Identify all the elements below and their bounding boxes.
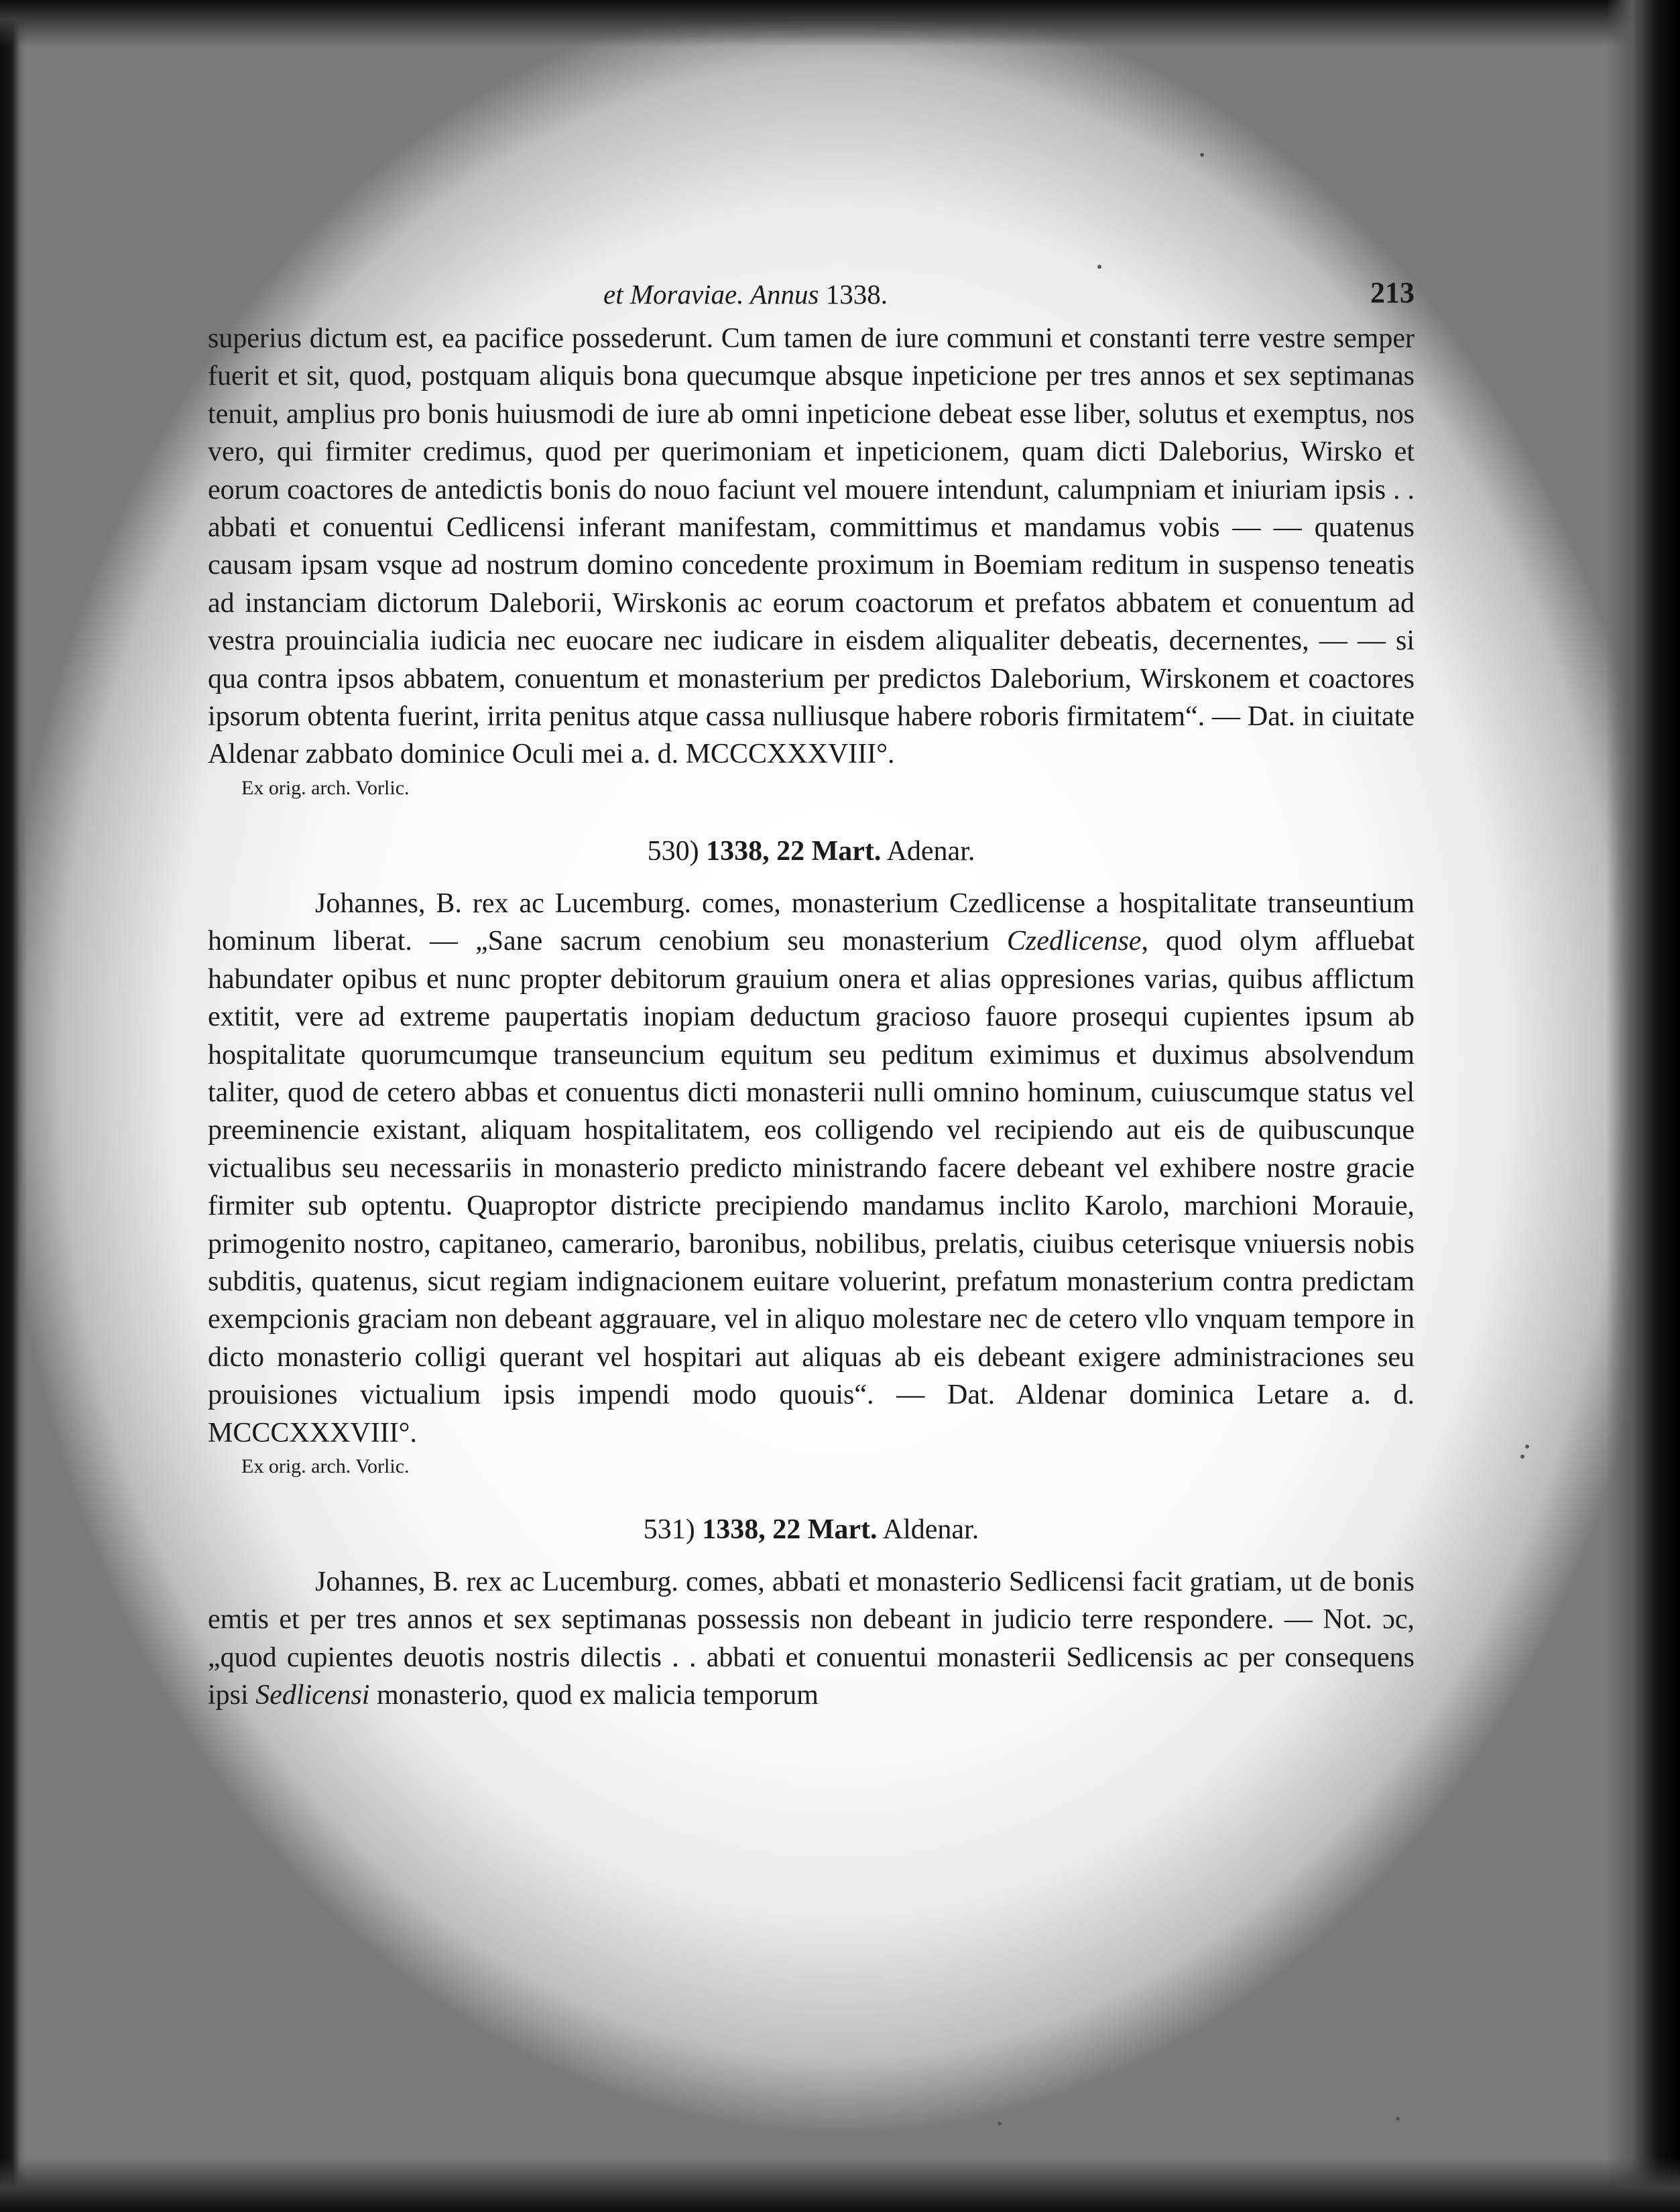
entry-date: 1338, 22 Mart. bbox=[702, 1514, 878, 1545]
entry-place: Aldenar. bbox=[882, 1514, 979, 1545]
italic-place-name: Czedlicense bbox=[1006, 926, 1142, 957]
entry-heading bbox=[208, 1511, 1415, 1548]
continuation-paragraph: superius dictum est, ea pacifice possederunt. Cum tamen de iure communi et constanti terre vestre semper fuerit et sit, quod, postquam aliquis bona quecumque absque inpeticione per tres annos et sex septimanas tenuit, amplius pro bonis huiusmodi de iure ab omni inpeticione debeat esse liber, solutus et exemptus, nos vero, qui firmiter credimus, quod per querimoniam et inpeticionem, quam dicti Daleborius, Wirsko et eorum coactores de antedictis bonis do nouo faciunt vel mouere intendunt, calumpniam et iniuriam ipsis . . abbati et conuentui Cedlicensi inferant manifestam, committimus et mandamus vobis — — quatenus causam ipsam vsque ad nostrum domino concedente proximum in Boemiam reditum in suspenso teneatis ad instanciam dictorum Daleborii, Wirskonis ac eorum coactorum et prefatos abbatem et conuentum ad vestra prouincialia iudicia nec euocare nec iudicare in eisdem aliqualiter debeatis, decernentes, — — si qua contra ipsos abbatem, conuentum et monasterium per predictos Daleborium, Wirskonem et coactores ipsorum obtenta fuerint, irrita penitus atque cassa nulliusque habere roboris firmitatem“. — Dat. in ciuitate Aldenar zabbato dominice Oculi mei a. d. MCCCXXXVIII°. bbox=[208, 323, 1415, 770]
source-note: Ex orig. arch. Vorlic. bbox=[241, 1455, 410, 1477]
page-number: 213 bbox=[1370, 276, 1415, 309]
running-head bbox=[208, 271, 1415, 320]
entry-text: Johannes, B. rex ac Lucemburg. comes, abbati et monasterio Sedlicensi facit gratiam, ut de bonis emtis et per tres annos et sex septimanas possessis non debeant in judicio terre respondere. — Not. ɔc, „quod cupientes deuotis nostris dilectis . . abbati et conuentui monasterii Sedlicensis ac per consequens ipsi Sedlicensi monasterio, quod ex malicia temporum bbox=[208, 1566, 1415, 1711]
entry-date: 1338, 22 Mart. bbox=[706, 835, 882, 867]
running-head-title: et Moraviae. Annus 1338. bbox=[603, 279, 888, 310]
entry-number: 530) bbox=[647, 835, 699, 867]
binding-shadow-left bbox=[0, 0, 27, 2212]
entry-number: 531) bbox=[643, 1514, 695, 1545]
entry-text: Johannes, B. rex ac Lucemburg. comes, monasterium Czedlicense a hospitalitate transeuntium hominum liberat. — „Sane sacrum cenobium seu monasterium Czedlicense, quod olym affluebat habundater opibus et nunc propter debitorum grauium onera et alias oppresiones varias, quibus afflictum extitit, vere ad extreme paupertatis inopiam deductum gracioso fauore prosequi cupientes ipsum ab hospitalitate quorumcumque transeuncium equitum seu peditum eximimus et duximus absolvendum taliter, quod de cetero abbas et conuentus dicti monasterii nulli omnino hominum, cuiuscumque status vel preeminencie existant, aliquam hospitalitatem, eos colligendo vel recipiendo aut eis de quibuscunque victualibus seu necessariis in monasterio predicto ministrando facere debeant vel exhibere nostre gracie firmiter sub optentu. Quaproptor districte precipiendo mandamus inclito Karolo, marchioni Morauie, primogenito nostro, capitaneo, camerario, baronibus, nobilibus, prelatis, ciuibus ceterisque vniuersis nobis subditis, quatenus, sicut regiam indignacionem euitare voluerint, prefatum monasterium contra predictam exempcionis graciam non debeant aggrauare, vel in aliquo molestare nec de cetero vllo vnquam tempore in dicto monasterio colligi querant vel hospitari aut aliquas ab eis debeant exigere administraciones seu prouisiones victualium ipsis impendi modo quouis“. — Dat. Aldenar dominica Letare a. d. MCCCXXXVIII°. bbox=[208, 887, 1415, 1449]
scan-shadow-right bbox=[1606, 0, 1680, 2212]
page-content bbox=[208, 271, 1415, 1715]
entry-heading bbox=[208, 833, 1415, 870]
dust-speck bbox=[1520, 1455, 1524, 1459]
dust-speck bbox=[1200, 153, 1204, 157]
dust-speck bbox=[1396, 2117, 1400, 2121]
dust-speck bbox=[1525, 1445, 1529, 1449]
dust-speck bbox=[998, 2122, 1002, 2126]
dust-speck bbox=[1097, 265, 1101, 269]
scan-shadow-top bbox=[0, 0, 1680, 47]
scan-shadow-bottom bbox=[0, 2158, 1680, 2212]
source-note: Ex orig. arch. Vorlic. bbox=[241, 776, 410, 799]
entry-place: Adenar. bbox=[886, 835, 975, 867]
italic-place-name: Sedlicensi bbox=[255, 1680, 370, 1711]
